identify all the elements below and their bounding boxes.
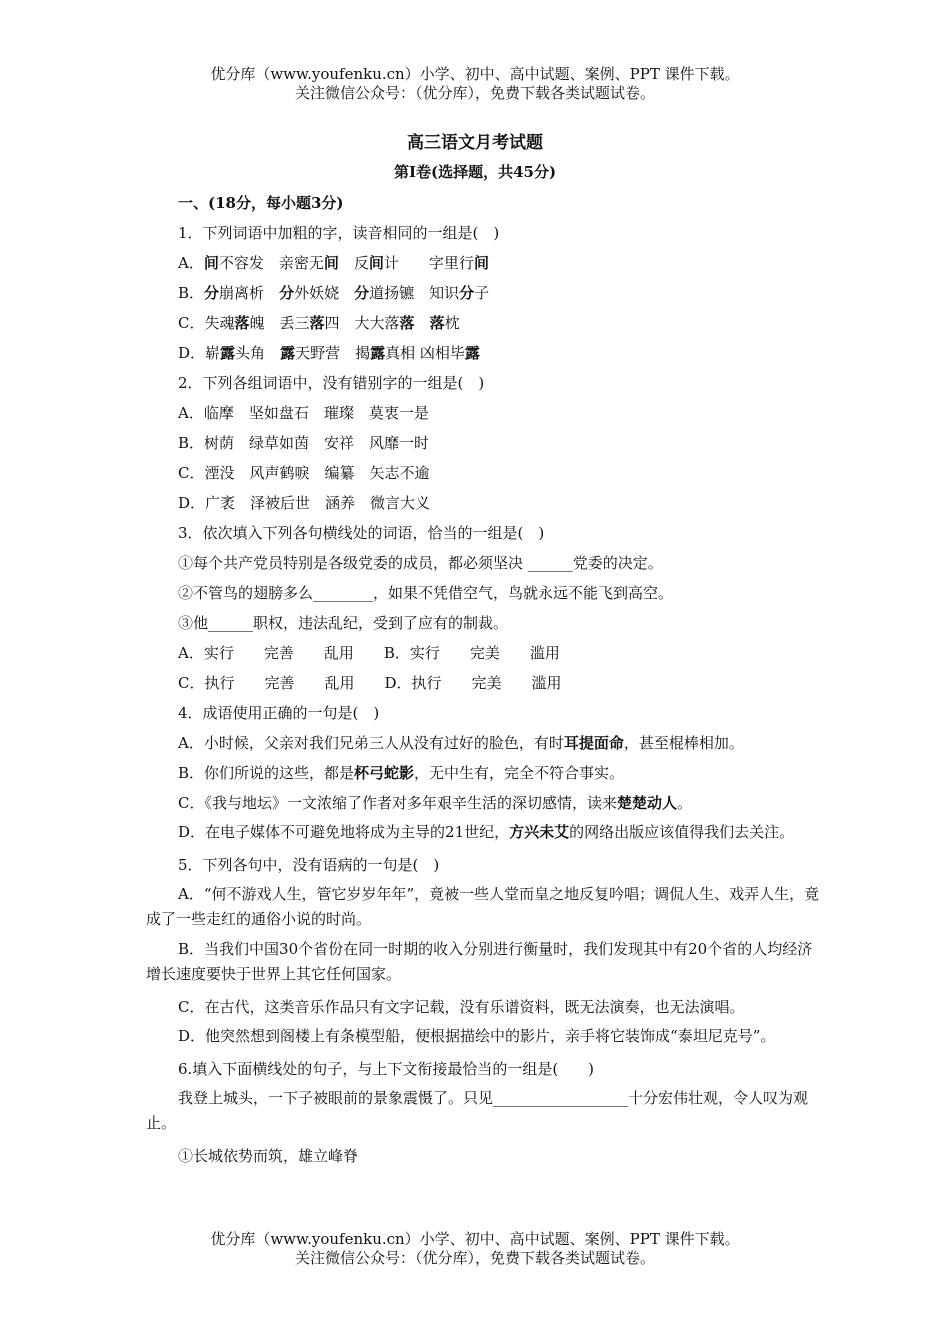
bold-char: 分 [354, 284, 370, 302]
option-text: ，无中生有，完全不符合事实。 [414, 764, 625, 782]
bold-char: 间 [203, 254, 219, 272]
question-2-option-d: D．广袤 泽被后世 涵养 微言大义 [178, 494, 431, 512]
exam-content [146, 188, 824, 1171]
option-text: 子 [474, 284, 490, 302]
question-4-option-c [146, 788, 824, 818]
bold-char: 落 [399, 314, 415, 332]
question-3-sentence-3: ③他______职权，违法乱纪，受到了应有的制裁。 [178, 614, 509, 632]
footer-line-1: 优分库（www.youfenku.cn）小学、初中、高中试题、案例、PPT 课件下载。 [210, 1230, 740, 1248]
option-text: 头角 [235, 344, 281, 362]
option-text: 天野营 揭 [295, 344, 371, 362]
option-text: 计 字里行 [383, 254, 474, 272]
bold-char: 露 [280, 344, 296, 362]
question-2-option-c: C．湮没 风声鹤唳 编纂 矢志不逾 [178, 464, 430, 482]
option-text: D．在电子媒体不可避免地将成为主导的21世纪， [178, 823, 510, 841]
option-text: C．《我与地坛》一文浓缩了作者对多年艰辛生活的深切感情，读来 [178, 794, 617, 812]
bold-char: 间 [473, 254, 489, 272]
question-1-option-d [146, 338, 824, 368]
bold-char: 分 [204, 284, 220, 302]
question-1-stem: 1．下列词语中加粗的字，读音相同的一组是( ) [178, 224, 500, 242]
question-2-option-a: A．临摩 坚如盘石 璀璨 莫衷一是 [178, 404, 429, 422]
bold-idiom: 方兴未艾 [509, 823, 570, 841]
option-text: 外妖娆 [294, 284, 355, 302]
section-heading: 一、(18分，每小题3分) [178, 194, 344, 212]
option-text: 枕 [444, 314, 460, 332]
question-4-option-a [146, 728, 824, 758]
question-6-stem: 6.填入下面横线处的句子，与上下文衔接最恰当的一组是( ) [178, 1060, 595, 1078]
option-text: ，甚至棍棒相加。 [623, 734, 744, 752]
page-footer [0, 1230, 950, 1268]
question-5-stem: 5．下列各句中，没有语病的一句是( ) [178, 856, 440, 874]
bold-char: 露 [220, 344, 236, 362]
option-text: A．小时候，父亲对我们兄弟三人从没有过好的脸色，有时 [178, 734, 564, 752]
question-3-sentence-2: ②不管鸟的翅膀多么________，如果不凭借空气，鸟就永远不能飞到高空。 [178, 584, 674, 602]
bold-char: 露 [464, 344, 480, 362]
question-1-option-b [146, 278, 824, 308]
option-text: 四 大大落 [324, 314, 400, 332]
bold-char: 落 [309, 314, 325, 332]
question-1-option-c [146, 308, 824, 338]
question-1-option-a [146, 248, 824, 278]
question-2-option-b: B．树荫 绿草如茵 安祥 风靡一时 [178, 434, 430, 452]
bold-char: 分 [459, 284, 475, 302]
bold-idiom: 耳提面命 [563, 734, 624, 752]
question-5-option-a: A．“何不游戏人生，管它岁岁年年”，竟被一些人堂而皇之地反复吟唱；调侃人生、戏弄人生，竟成了一些走红的通俗小说的时尚。 [146, 885, 820, 928]
question-4-option-b [146, 758, 824, 788]
question-6-passage: 我登上城头，一下子被眼前的景象震慑了。只见__________________十分宏伟壮观，令人叹为观止。 [146, 1089, 809, 1132]
question-2-stem: 2．下列各组词语中，没有错别字的一组是( ) [178, 374, 485, 392]
option-text: 反 [338, 254, 369, 272]
option-text [415, 314, 430, 332]
option-text: B．你们所说的这些，都是 [178, 764, 355, 782]
header-line-2: 关注微信公众号：（优分库），免费下载各类试题试卷。 [294, 84, 655, 102]
bold-idiom: 杯弓蛇影 [354, 764, 415, 782]
question-5-option-d: D．他突然想到阁楼上有条模型船，便根据描绘中的影片，亲手将它装饰成“泰坦尼克号”。 [178, 1027, 776, 1045]
option-text: 不容发 亲密无 [218, 254, 324, 272]
page-header [0, 65, 950, 103]
question-6-sentence-1: ①长城依势而筑，雄立峰脊 [178, 1147, 359, 1165]
bold-char: 露 [370, 344, 386, 362]
bold-char: 间 [323, 254, 339, 272]
question-4-option-d [146, 820, 824, 845]
option-text: 。 [677, 794, 693, 812]
bold-char: 间 [368, 254, 384, 272]
bold-char: 分 [279, 284, 295, 302]
option-text: 崩离析 [219, 284, 280, 302]
option-text: 魄 丢三 [249, 314, 310, 332]
option-text: 道扬镳 知识 [369, 284, 460, 302]
bold-char: 落 [234, 314, 250, 332]
question-3-options-cd: C．执行 完善 乱用 D．执行 完美 滥用 [178, 674, 562, 692]
option-text: 的网络出版应该值得我们去关注。 [569, 823, 795, 841]
bold-char: 落 [429, 314, 445, 332]
option-letter: A． [178, 254, 204, 272]
footer-line-2: 关注微信公众号：（优分库），免费下载各类试题试卷。 [294, 1249, 655, 1267]
option-letter: B． [178, 284, 205, 302]
option-text: C．失魂 [178, 314, 235, 332]
bold-idiom: 楚楚动人 [616, 794, 677, 812]
page-subtitle: 第Ⅰ卷(选择题，共45分) [393, 163, 557, 181]
question-3-sentence-1: ①每个共产党员特别是各级党委的成员，都必须坚决 ______党委的决定。 [178, 554, 663, 572]
question-4-stem: 4．成语使用正确的一句是( ) [178, 704, 380, 722]
header-line-1: 优分库（www.youfenku.cn）小学、初中、高中试题、案例、PPT 课件下载。 [210, 65, 740, 83]
question-5-option-b: B．当我们中国30个省份在同一时期的收入分别进行衡量时，我们发现其中有20个省的人均经济增长速度要快于世界上其它任何国家。 [146, 940, 813, 983]
question-3-options-ab: A．实行 完善 乱用 B．实行 完美 滥用 [178, 644, 560, 662]
question-5-option-c: C．在古代，这类音乐作品只有文字记载，没有乐谱资料，既无法演奏，也无法演唱。 [178, 998, 745, 1016]
page-title: 高三语文月考试题 [407, 133, 543, 153]
question-3-stem: 3．依次填入下列各句横线处的词语，恰当的一组是( ) [178, 524, 545, 542]
option-text: 真相 凶相毕 [385, 344, 465, 362]
option-text: D．崭 [178, 344, 221, 362]
